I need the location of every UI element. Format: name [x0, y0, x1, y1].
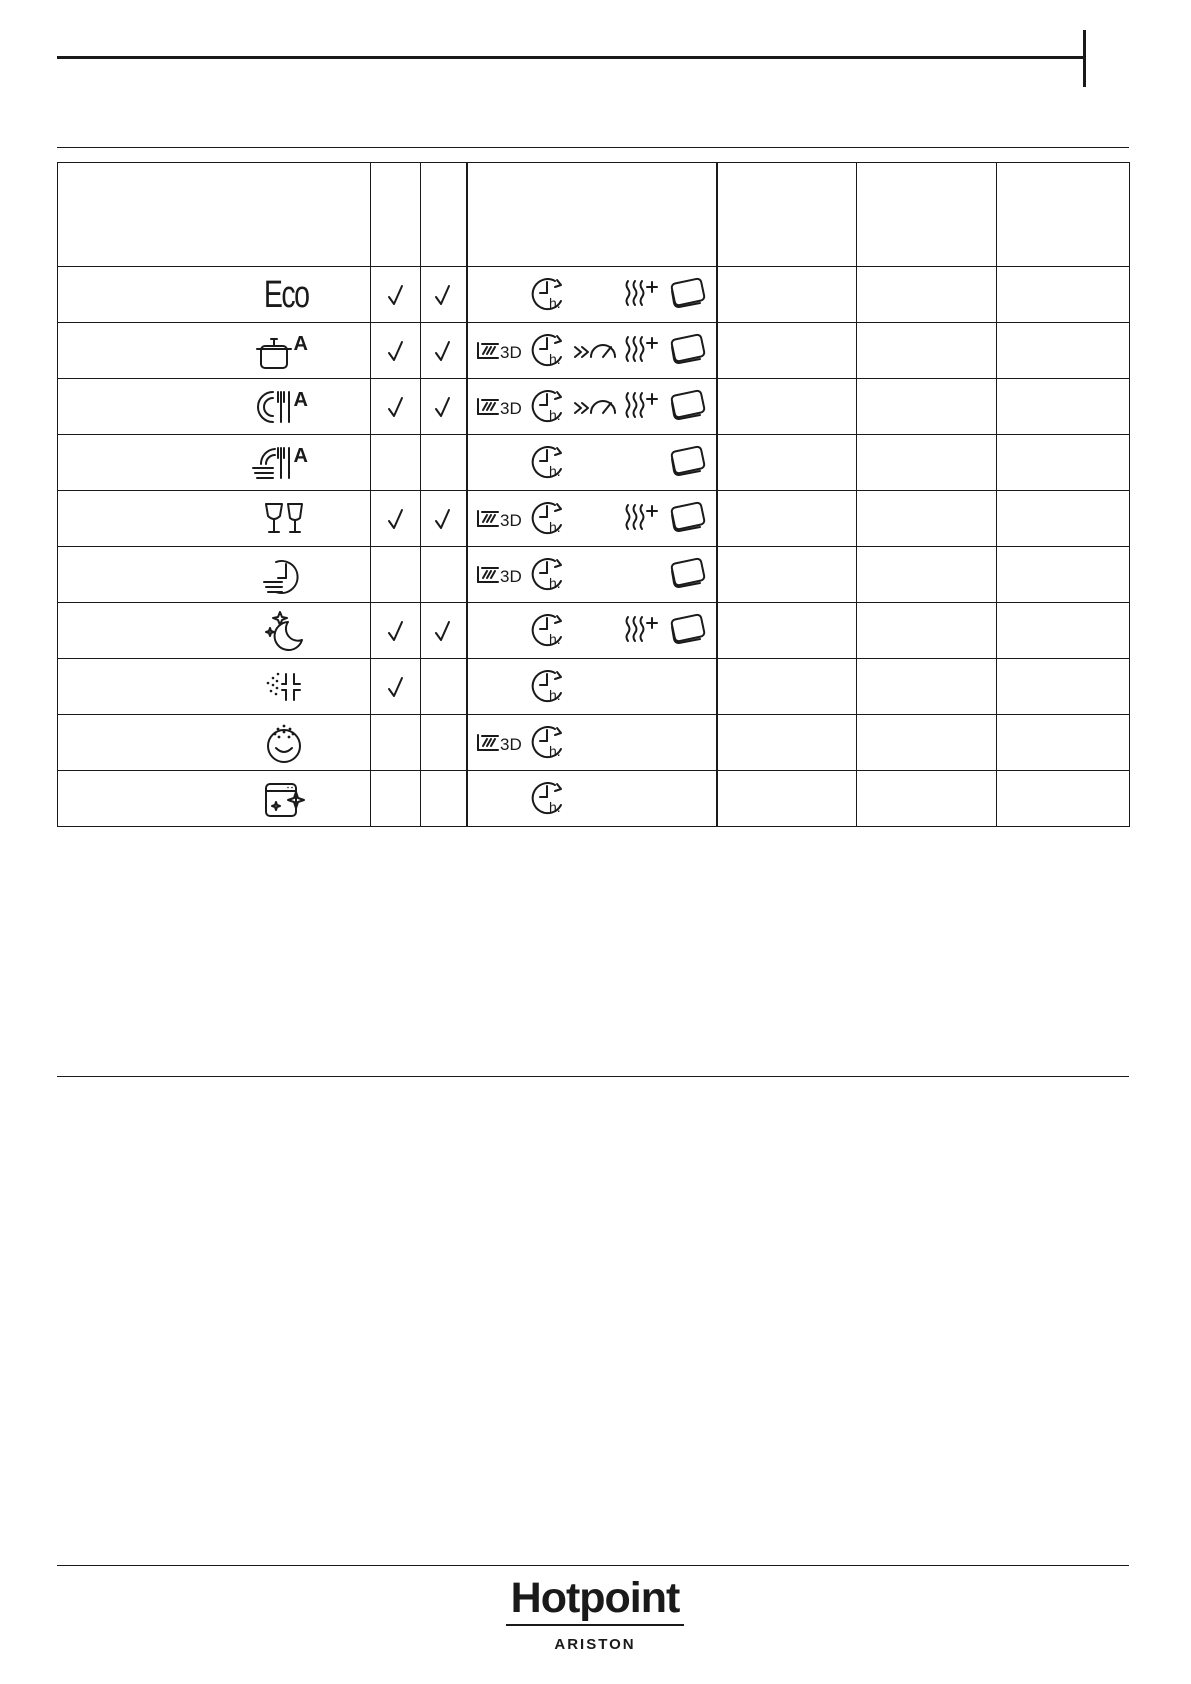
footer-rule — [57, 1565, 1129, 1566]
data-cell-6 — [997, 491, 1130, 547]
check-cell-1 — [371, 547, 421, 603]
delay-label: h. — [548, 294, 561, 311]
program-row — [58, 379, 1130, 435]
program-row — [58, 771, 1130, 827]
data-cell-4 — [717, 267, 857, 323]
fast-daily-auto-label: A — [293, 444, 308, 467]
tablet-icon — [668, 555, 708, 595]
check-cell-2 — [421, 547, 467, 603]
header-cell-2 — [421, 163, 467, 267]
tablet-icon-glyph — [668, 331, 708, 367]
header-cell-program — [58, 163, 371, 267]
daily-glyph — [255, 386, 293, 428]
tablet-icon — [668, 499, 708, 539]
extra-dry-icon-glyph — [623, 499, 661, 535]
fast-daily-program-icon — [251, 442, 308, 484]
delay-start-icon — [531, 779, 567, 819]
delay-label: h. — [548, 742, 561, 759]
options-cell — [467, 547, 717, 603]
options-cell — [467, 603, 717, 659]
eco-program-icon — [249, 275, 308, 315]
options-cell — [467, 659, 717, 715]
data-cell-5 — [857, 547, 997, 603]
data-cell-6 — [997, 603, 1130, 659]
zone-3d-icon-glyph — [476, 555, 528, 591]
extra-dry-icon-glyph — [623, 331, 661, 367]
check-cell-1 — [371, 267, 421, 323]
delay-start-icon-glyph — [531, 779, 567, 815]
zone-3d-label: 3D — [499, 342, 522, 362]
header-rule — [57, 56, 1084, 59]
zone-3d-icon-glyph — [476, 331, 528, 367]
check-icon — [386, 619, 406, 643]
check-icon — [433, 619, 453, 643]
data-cell-6 — [997, 547, 1130, 603]
delay-start-icon-glyph — [531, 499, 567, 535]
check-cell-1 — [371, 491, 421, 547]
data-cell-6 — [997, 323, 1130, 379]
program-row — [58, 659, 1130, 715]
check-cell-1 — [371, 771, 421, 827]
delay-start-icon — [531, 387, 567, 427]
delay-label: h. — [548, 686, 561, 703]
data-cell-5 — [857, 659, 997, 715]
delay-label: h. — [548, 350, 561, 367]
header-cell-1 — [371, 163, 421, 267]
data-cell-4 — [717, 435, 857, 491]
zone-3d-icon — [476, 387, 528, 427]
program-row — [58, 547, 1130, 603]
data-cell-6 — [997, 771, 1130, 827]
check-icon — [386, 283, 406, 307]
options-cell — [467, 771, 717, 827]
data-cell-5 — [857, 267, 997, 323]
section-rule-top — [57, 147, 1129, 148]
delay-start-icon — [531, 443, 567, 483]
extra-dry-icon — [623, 331, 661, 371]
program-cell — [58, 379, 371, 435]
brand-name: Hotpoint — [510, 1574, 680, 1622]
tablet-icon-glyph — [668, 499, 708, 535]
tablet-icon-glyph — [668, 387, 708, 423]
zone-3d-label: 3D — [499, 566, 522, 586]
check-icon — [386, 675, 406, 699]
program-cell — [58, 547, 371, 603]
data-cell-6 — [997, 715, 1130, 771]
program-row — [58, 715, 1130, 771]
data-cell-6 — [997, 267, 1130, 323]
zone-3d-icon-glyph — [476, 723, 528, 759]
turbo-icon-glyph — [573, 387, 619, 423]
delicate-program-icon — [262, 498, 308, 540]
delay-label: h. — [548, 406, 561, 423]
delay-label: h. — [548, 462, 561, 479]
delay-start-icon-glyph — [531, 387, 567, 423]
delay-start-icon — [531, 611, 567, 651]
zone-3d-icon — [476, 555, 528, 595]
intensive-auto-label: A — [293, 332, 308, 355]
program-cell — [58, 715, 371, 771]
options-cell — [467, 267, 717, 323]
program-cell — [58, 267, 371, 323]
tablet-icon-glyph — [668, 555, 708, 591]
delay-start-icon-glyph — [531, 611, 567, 647]
night-glyph — [262, 610, 308, 652]
delay-start-icon-glyph — [531, 723, 567, 759]
check-cell-2 — [421, 267, 467, 323]
tablet-icon — [668, 275, 708, 315]
delay-start-icon — [531, 667, 567, 707]
data-cell-5 — [857, 603, 997, 659]
data-cell-6 — [997, 435, 1130, 491]
delay-start-icon-glyph — [531, 555, 567, 591]
delay-start-icon-glyph — [531, 443, 567, 479]
header-cell-options — [467, 163, 717, 267]
check-icon — [433, 395, 453, 419]
data-cell-5 — [857, 379, 997, 435]
delay-start-icon-glyph — [531, 275, 567, 311]
options-cell — [467, 379, 717, 435]
extra-dry-icon-glyph — [623, 611, 661, 647]
zone-3d-icon — [476, 331, 528, 371]
self-clean-program-icon — [262, 778, 308, 820]
check-cell-2 — [421, 435, 467, 491]
delay-label: h. — [548, 798, 561, 815]
header-tick — [1083, 30, 1086, 87]
zone-3d-label: 3D — [499, 734, 522, 754]
turbo-icon-glyph — [573, 331, 619, 367]
data-cell-4 — [717, 547, 857, 603]
delay-start-icon-glyph — [531, 667, 567, 703]
header-cell-6 — [997, 163, 1130, 267]
check-icon — [386, 339, 406, 363]
intensive-program-icon — [255, 330, 308, 372]
prewash-glyph — [262, 666, 308, 708]
extra-dry-icon — [623, 275, 661, 315]
zone-3d-label: 3D — [499, 398, 522, 418]
check-icon — [433, 507, 453, 531]
tablet-icon-glyph — [668, 443, 708, 479]
zone-3d-icon — [476, 723, 528, 763]
header-cell-4 — [717, 163, 857, 267]
zone-3d-icon-glyph — [476, 387, 528, 423]
data-cell-5 — [857, 771, 997, 827]
intensive-glyph — [255, 330, 293, 372]
quick-glyph — [262, 554, 308, 596]
check-icon — [386, 507, 406, 531]
brand-logo — [506, 1574, 684, 1653]
program-row — [58, 435, 1130, 491]
check-cell-2 — [421, 323, 467, 379]
check-icon — [433, 339, 453, 363]
extra-dry-icon — [623, 499, 661, 539]
turbo-icon — [573, 387, 619, 427]
delay-start-icon — [531, 555, 567, 595]
tablet-icon — [668, 387, 708, 427]
tablet-icon-glyph — [668, 275, 708, 311]
delay-label: h. — [548, 630, 561, 647]
program-cell — [58, 435, 371, 491]
daily-program-icon — [255, 386, 308, 428]
zone-3d-icon — [476, 499, 528, 539]
extra-dry-icon — [623, 387, 661, 427]
zone-3d-icon-glyph — [476, 499, 528, 535]
data-cell-4 — [717, 715, 857, 771]
tablet-icon — [668, 331, 708, 371]
check-cell-2 — [421, 715, 467, 771]
delicate-glyph — [262, 498, 308, 540]
eco-label: Eco — [263, 273, 308, 316]
data-cell-6 — [997, 379, 1130, 435]
hygiene-glyph — [262, 722, 308, 764]
section-rule-mid — [57, 1076, 1129, 1077]
check-icon — [433, 283, 453, 307]
program-cell — [58, 771, 371, 827]
prewash-program-icon — [262, 666, 308, 708]
data-cell-4 — [717, 491, 857, 547]
check-cell-2 — [421, 603, 467, 659]
logo-divider — [506, 1624, 684, 1626]
brand-subname: ARISTON — [554, 1636, 636, 1653]
delay-start-icon — [531, 499, 567, 539]
check-cell-2 — [421, 379, 467, 435]
header-cell-5 — [857, 163, 997, 267]
options-cell — [467, 715, 717, 771]
extra-dry-icon-glyph — [623, 387, 661, 423]
program-cell — [58, 659, 371, 715]
data-cell-4 — [717, 771, 857, 827]
program-row — [58, 323, 1130, 379]
check-cell-1 — [371, 323, 421, 379]
table-header-row — [58, 163, 1130, 267]
data-cell-4 — [717, 603, 857, 659]
tablet-icon — [668, 443, 708, 483]
extra-dry-icon-glyph — [623, 275, 661, 311]
daily-auto-label: A — [293, 388, 308, 411]
zone-3d-label: 3D — [499, 510, 522, 530]
check-cell-1 — [371, 435, 421, 491]
fast-daily-glyph — [251, 442, 293, 484]
options-cell — [467, 323, 717, 379]
data-cell-5 — [857, 491, 997, 547]
delay-start-icon — [531, 331, 567, 371]
program-row — [58, 267, 1130, 323]
data-cell-4 — [717, 379, 857, 435]
program-cell — [58, 603, 371, 659]
check-cell-2 — [421, 491, 467, 547]
night-program-icon — [262, 610, 308, 652]
program-cell — [58, 323, 371, 379]
options-cell — [467, 435, 717, 491]
delay-label: h. — [548, 574, 561, 591]
program-row — [58, 603, 1130, 659]
program-cell — [58, 491, 371, 547]
tablet-icon-glyph — [668, 611, 708, 647]
program-table — [57, 162, 1130, 827]
data-cell-4 — [717, 323, 857, 379]
check-cell-1 — [371, 603, 421, 659]
delay-start-icon — [531, 275, 567, 315]
data-cell-5 — [857, 435, 997, 491]
extra-dry-icon — [623, 611, 661, 651]
tablet-icon — [668, 611, 708, 651]
check-cell-1 — [371, 659, 421, 715]
check-cell-1 — [371, 715, 421, 771]
check-cell-1 — [371, 379, 421, 435]
delay-label: h. — [548, 518, 561, 535]
hygiene-program-icon — [262, 722, 308, 764]
check-cell-2 — [421, 771, 467, 827]
data-cell-5 — [857, 715, 997, 771]
data-cell-4 — [717, 659, 857, 715]
program-row — [58, 491, 1130, 547]
check-icon — [386, 395, 406, 419]
quick-program-icon — [262, 554, 308, 596]
options-cell — [467, 491, 717, 547]
delay-start-icon-glyph — [531, 331, 567, 367]
check-cell-2 — [421, 659, 467, 715]
turbo-icon — [573, 331, 619, 371]
data-cell-5 — [857, 323, 997, 379]
delay-start-icon — [531, 723, 567, 763]
self-clean-glyph — [262, 778, 308, 820]
data-cell-6 — [997, 659, 1130, 715]
